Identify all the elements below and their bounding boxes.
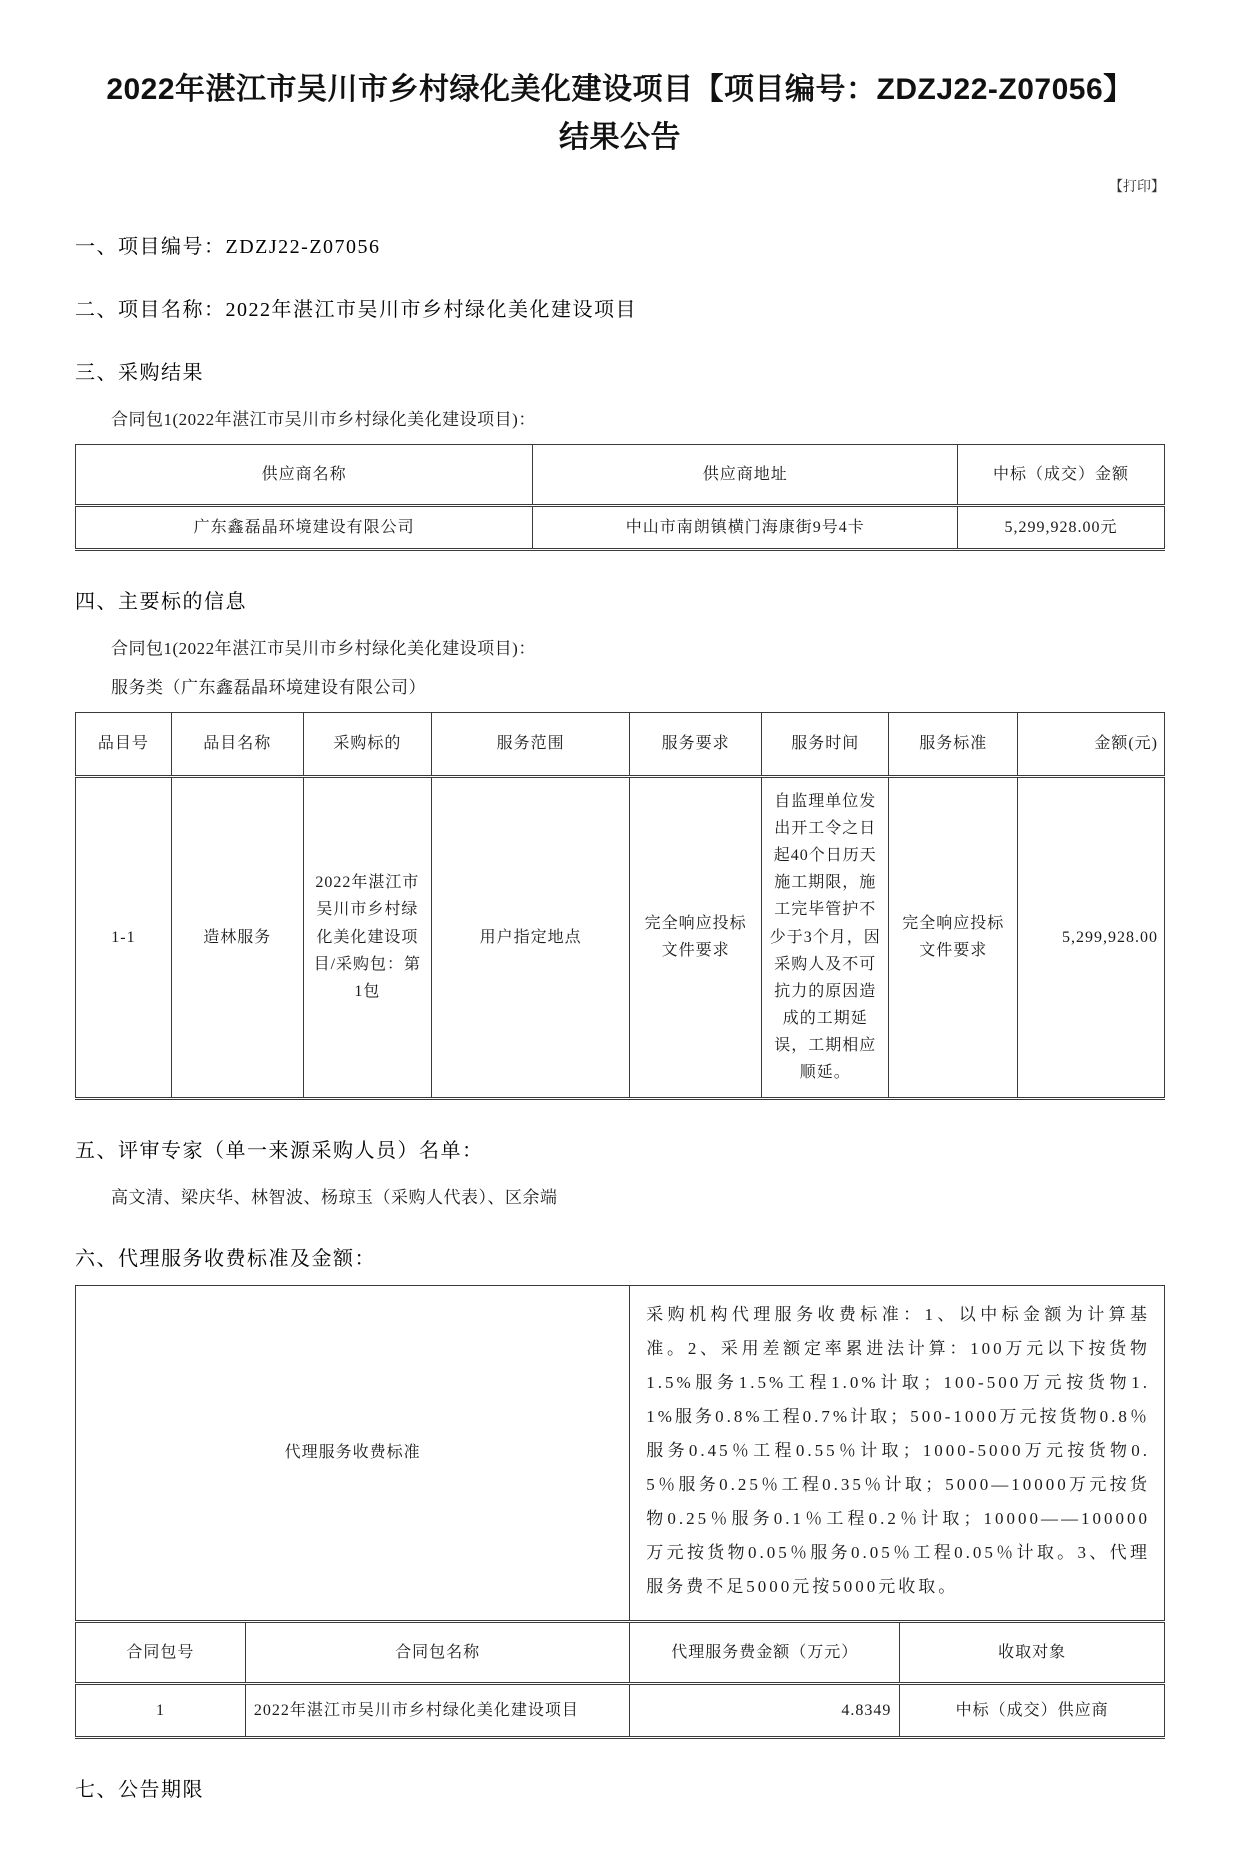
bid-table-row xyxy=(76,776,1165,1098)
th-award-amount: 中标（成交）金额 xyxy=(958,445,1165,506)
cell-award-amount: 5,299,928.00元 xyxy=(958,506,1165,550)
cell-amount: 5,299,928.00 xyxy=(1017,776,1164,1098)
print-row xyxy=(75,176,1165,196)
result-table-row xyxy=(76,506,1165,550)
section-6-heading: 六、代理服务收费标准及金额： xyxy=(75,1247,376,1270)
section-3-heading: 三、采购结果 xyxy=(75,362,204,384)
cell-item-number: 1-1 xyxy=(76,776,172,1098)
section-5-heading: 五、评审专家（单一来源采购人员）名单： xyxy=(75,1139,484,1162)
cell-package-name: 2022年湛江市吴川市乡村绿化美化建设项目 xyxy=(245,1683,629,1737)
th-fee-payer: 收取对象 xyxy=(900,1621,1165,1683)
page-title xyxy=(75,66,1165,162)
result-table-header-row xyxy=(76,445,1165,506)
s3-package-line: 合同包1(2022年湛江市吴川市乡村绿化美化建设项目)： xyxy=(111,410,536,429)
fee-standard-text: 采购机构代理服务收费标准：1、以中标金额为计算基准。2、采用差额定率累进法计算：100万元以下按货物1.5%服务1.5%工程1.0%计取；100-500万元按货物1.1%服务0.8%工程0.7%计取；500-1000万元按货物0.8％服务0.45％工程0.55％计取；1000-5000万元按货物0.5％服务0.25％工程0.35％计取；5000—10000万元按货物0.25％服务0.1％工程0.2％计取；10000——100000万元按货物0.05％服务0.05％工程0.05％计取。3、代理服务费不足5000元按5000元收取。 xyxy=(630,1285,1165,1621)
cell-service-scope: 用户指定地点 xyxy=(432,776,630,1098)
section-7-heading: 七、公告期限 xyxy=(75,1779,204,1801)
th-package-number: 合同包号 xyxy=(76,1621,246,1683)
th-item-number: 品目号 xyxy=(76,713,172,776)
fee-table-row xyxy=(76,1683,1165,1737)
th-item-name: 品目名称 xyxy=(171,713,303,776)
cell-service-requirement: 完全响应投标文件要求 xyxy=(630,776,762,1098)
page-title-line1: 2022年湛江市吴川市乡村绿化美化建设项目【项目编号：ZDZJ22-Z07056】 xyxy=(106,73,1134,106)
agency-fee-table xyxy=(75,1285,1165,1739)
th-package-name: 合同包名称 xyxy=(245,1621,629,1683)
page-title-line2: 结果公告 xyxy=(559,121,681,154)
cell-supplier-name: 广东鑫磊晶环境建设有限公司 xyxy=(76,506,533,550)
cell-supplier-address: 中山市南朗镇横门海康街9号4卡 xyxy=(533,506,958,550)
fee-standard-label: 代理服务收费标准 xyxy=(76,1285,630,1621)
fee-table-header-row xyxy=(76,1621,1165,1683)
th-service-standard: 服务标准 xyxy=(889,713,1018,776)
th-fee-amount: 代理服务费金额（万元） xyxy=(630,1621,900,1683)
expert-names: 高文清、梁庆华、林智波、杨琼玉（采购人代表）、区余端 xyxy=(111,1187,558,1207)
bid-table-header-row xyxy=(76,713,1165,776)
cell-package-number: 1 xyxy=(76,1683,246,1737)
cell-procurement-target: 2022年湛江市吴川市乡村绿化美化建设项目/采购包：第1包 xyxy=(303,776,432,1098)
section-2-heading: 二、项目名称：2022年湛江市吴川市乡村绿化美化建设项目 xyxy=(75,299,637,321)
fee-standard-row xyxy=(76,1285,1165,1621)
th-service-requirement: 服务要求 xyxy=(630,713,762,776)
th-service-time: 服务时间 xyxy=(762,713,889,776)
section-1-heading: 一、项目编号：ZDZJ22-Z07056 xyxy=(75,236,381,258)
cell-service-time: 自监理单位发出开工令之日起40个日历天施工期限，施工完毕管护不少于3个月，因采购人及不可抗力的原因造成的工期延误，工期相应顺延。 xyxy=(762,776,889,1098)
cell-fee-amount: 4.8349 xyxy=(630,1683,900,1737)
th-amount: 金额(元) xyxy=(1017,713,1164,776)
cell-fee-payer: 中标（成交）供应商 xyxy=(900,1683,1165,1737)
section-4-heading: 四、主要标的信息 xyxy=(75,591,247,614)
s4-category-line: 服务类（广东鑫磊晶环境建设有限公司） xyxy=(111,678,426,698)
s4-package-line: 合同包1(2022年湛江市吴川市乡村绿化美化建设项目)： xyxy=(111,639,536,659)
procurement-result-table xyxy=(75,444,1165,551)
print-button[interactable]: 【打印】 xyxy=(1109,180,1165,195)
cell-service-standard: 完全响应投标文件要求 xyxy=(889,776,1018,1098)
th-service-scope: 服务范围 xyxy=(432,713,630,776)
cell-item-name: 造林服务 xyxy=(171,776,303,1098)
th-supplier-name: 供应商名称 xyxy=(76,445,533,506)
th-procurement-target: 采购标的 xyxy=(303,713,432,776)
th-supplier-address: 供应商地址 xyxy=(533,445,958,506)
bid-target-table xyxy=(75,712,1165,1099)
